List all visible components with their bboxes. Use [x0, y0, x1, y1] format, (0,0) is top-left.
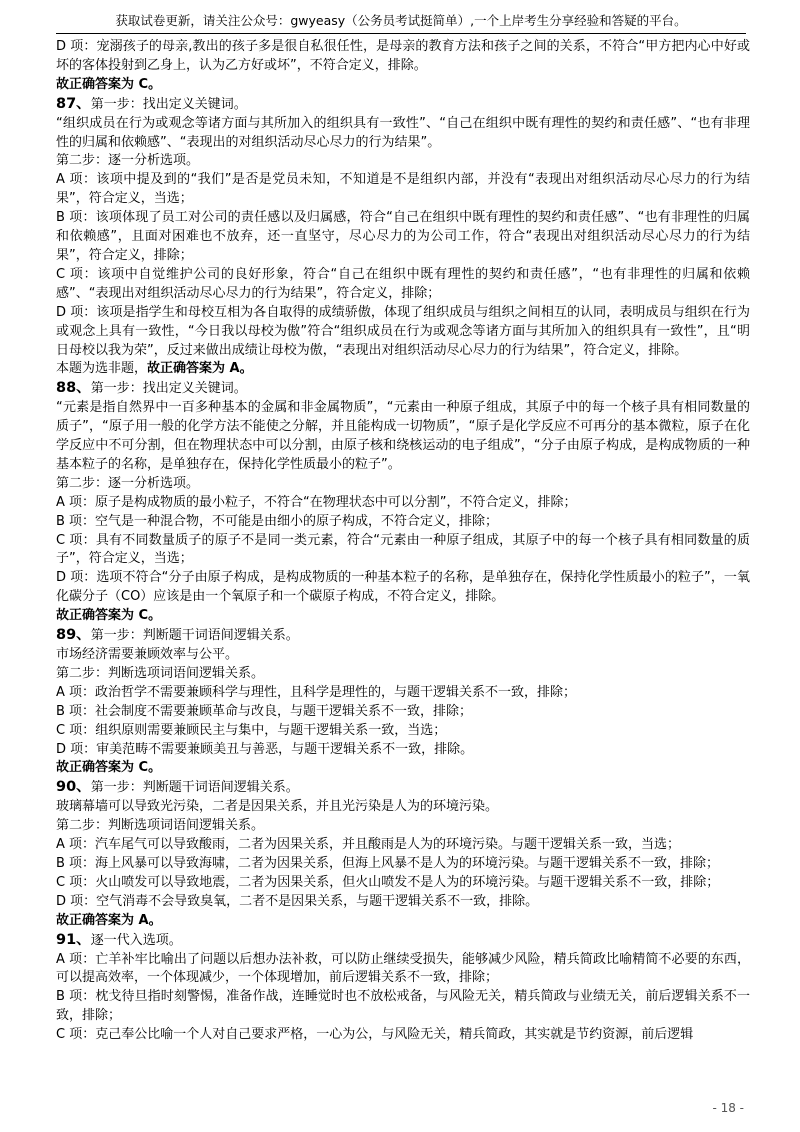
q88-option-b: B 项：空气是一种混合物，不可能是由细小的原子构成，不符合定义，排除；: [56, 513, 499, 529]
q87-answer-line: [56, 360, 750, 379]
q89-option-a: A 项：政治哲学不需要兼顾科学与理性，且科学是理性的，与题干逻辑关系不一致，排除；: [56, 684, 577, 700]
q90-stem: 玻璃幕墙可以导致光污染，二者是因果关系，并且光污染是人为的环境污染。: [56, 799, 499, 815]
q87-answer-prefix: 本题为选非题，: [56, 361, 148, 377]
q91-option-a: A 项：亡羊补牢比喻出了问题以后想办法补救，可以防止继续受损失，能够减少风险，精兵简政比喻精简不必要的东西，可以提高效率，一个体现减少，一个体现增加，前后逻辑关系不一致，排除；: [56, 951, 750, 986]
q90-step1: 第一步：判断题干词语间逻辑关系。: [90, 780, 299, 796]
q87-answer: 故正确答案为 A。: [147, 361, 253, 377]
q87-keywords: “组织成员在行为或观念等诸方面与其所加入的组织具有一致性”、“自己在组织中既有理性的契约和责任感”、“也有非理性的归属和依赖感”、“表现出的对组织活动尽心尽力的行为结果”。: [56, 115, 750, 150]
q89-step1: 第一步：判断题干词语间逻辑关系。: [90, 628, 299, 644]
q89-answer: 故正确答案为 C。: [56, 760, 162, 776]
q88-answer: 故正确答案为 C。: [56, 608, 162, 624]
document-body: [56, 38, 750, 1045]
q91-option-c: C 项：克己奉公比喻一个人对自己要求严格，一心为公，与风险无关，精兵简政，其实就是节约资源，前后逻辑: [56, 1027, 694, 1043]
q87-option-d: D 项：该项是指学生和母校互相为各自取得的成绩骄傲，体现了组织成员与组织之间相互的认同，表明成员与组织在行为或观念上具有一致性，“今日我以母校为傲”符合“组织成员在行为或观念等诸方面与其所加入的组织具有一致性”，且“明日母校以我为荣”，反过来做出成绩让母校为傲，“表现出对组织活动尽心尽力的行为结果”，符合定义，排除。: [56, 304, 750, 358]
q89-number: 89、: [56, 627, 91, 644]
q88-step2: 第二步：逐一分析选项。: [56, 475, 200, 491]
q87-option-c: C 项：该项中自觉维护公司的良好形象，符合“自己在组织中既有理性的契约和责任感”，“也有非理性的归属和依赖感”、“表现出对组织活动尽心尽力的行为结果”，符合定义，排除；: [56, 266, 750, 301]
q88-keywords: “元素是指自然界中一百多种基本的金属和非金属物质”，“元素由一种原子组成，其原子中的每一个核子具有相同数量的质子”，“原子用一般的化学方法不能使之分解，并且能构成一切物质”，“原子是化学反应不可再分的基本微粒，原子在化学反应中不可分割，但在物理状态中可以分割，由原子核和绕核运动的电子组成”，“分子由原子构成，是构成物质的一种基本粒子的名称，是单独存在，保持化学性质最小的粒子”。: [56, 400, 750, 472]
q87-option-a: A 项：该项中提及到的“我们”是否是党员未知，不知道是不是组织内部，并没有“表现出对组织活动尽心尽力的行为结果”，符合定义，当选；: [56, 172, 750, 207]
q88-option-c: C 项：具有不同数量质子的原子不是同一类元素，符合“元素由一种原子组成，其原子中的每一个核子具有相同数量的质子”，符合定义，当选；: [56, 532, 750, 567]
q87-option-b: B 项：该项体现了员工对公司的责任感以及归属感，符合“自己在组织中既有理性的契约和责任感”、“也有非理性的归属和依赖感”，且面对困难也不放弃，还一直坚守，尽心尽力的为公司工作，符合“表现出对组织活动尽心尽力的行为结果”，符合定义，排除；: [56, 210, 750, 263]
q89-heading: [56, 626, 750, 646]
q88-step1: 第一步：找出定义关键词。: [90, 381, 247, 397]
q90-option-d: D 项：空气消毒不会导致臭氧，二者不是因果关系，与题干逻辑关系不一致，排除。: [56, 893, 539, 909]
q86-option-d: D 项：宠溺孩子的母亲,教出的孩子多是很自私很任性，是母亲的教育方法和孩子之间的关系，不符合“甲方把内心中好或坏的客体投射到乙身上，认为乙方好或坏”，不符合定义，排除。: [56, 39, 750, 73]
q91-number: 91、: [56, 931, 91, 948]
q89-stem: 市场经济需要兼顾效率与公平。: [56, 647, 239, 662]
q87-number: 87、: [56, 95, 91, 112]
q91-heading: [56, 931, 750, 951]
q88-option-d: D 项：选项不符合“分子由原子构成，是构成物质的一种基本粒子的名称，是单独存在，保持化学性质最小的粒子”，一氧化碳分子（CO）应该是由一个氧原子和一个碳原子构成，不符合定义，排除。: [56, 570, 750, 605]
q87-heading: [56, 95, 750, 115]
q91-step: 逐一代入选项。: [90, 932, 182, 948]
q87-step2: 第二步：逐一分析选项。: [56, 153, 200, 169]
page-header-banner: 获取试卷更新，请关注公众号：gwyeasy（公务员考试挺简单）,一个上岸考生分享经验和答疑的平台。: [115, 13, 687, 28]
q89-option-b: B 项：社会制度不需要兼顾革命与改良，与题干逻辑关系不一致，排除；: [56, 703, 473, 719]
q90-option-b: B 项：海上风暴可以导致海啸，二者为因果关系，但海上风暴不是人为的环境污染。与题干逻辑关系不一致，排除；: [56, 855, 720, 871]
q91-option-b: B 项：枕戈待旦指时刻警惕，准备作战，连睡觉时也不放松戒备，与风险无关，精兵简政与业绩无关，前后逻辑关系不一致，排除；: [56, 989, 750, 1024]
q89-option-c: C 项：组织原则需要兼顾民主与集中，与题干逻辑关系一致，当选；: [56, 722, 447, 738]
q87-step1: 第一步：找出定义关键词。: [90, 96, 247, 112]
q90-option-a: A 项：汽车尾气可以导致酸雨，二者为因果关系，并且酸雨是人为的环境污染。与题干逻辑关系一致，当选；: [56, 837, 681, 853]
q90-option-c: C 项：火山喷发可以导致地震，二者为因果关系，但火山喷发不是人为的环境污染。与题干逻辑关系不一致，排除；: [56, 874, 720, 890]
q90-step2: 第二步：判断选项词语间逻辑关系。: [56, 818, 265, 834]
q88-heading: [56, 379, 750, 399]
q90-heading: [56, 778, 750, 798]
q89-option-d: D 项：审美范畴不需要兼顾美丑与善恶，与题干逻辑关系不一致，排除。: [56, 741, 474, 757]
header-divider: [56, 33, 746, 34]
q89-step2: 第二步：判断选项词语间逻辑关系。: [56, 665, 265, 681]
page-number: - 18 -: [712, 1101, 744, 1115]
q90-number: 90、: [56, 779, 91, 796]
q88-number: 88、: [56, 380, 91, 397]
q86-answer: 故正确答案为 C。: [56, 76, 162, 92]
q88-option-a: A 项：原子是构成物质的最小粒子，不符合“在物理状态中可以分割”，不符合定义，排除；: [56, 494, 577, 510]
q90-answer: 故正确答案为 A。: [56, 912, 162, 928]
